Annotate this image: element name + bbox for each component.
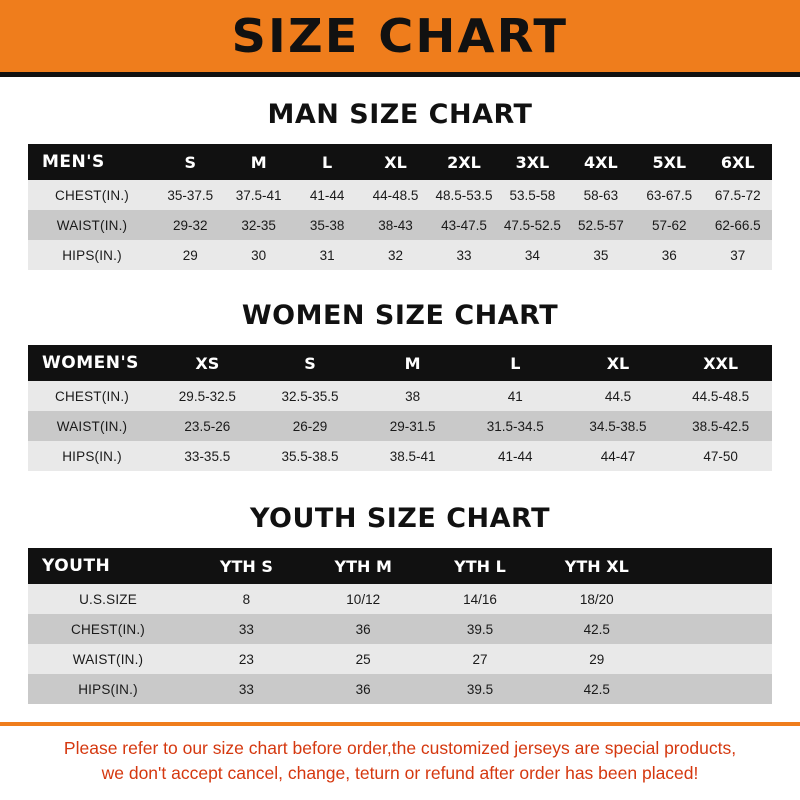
youth-header-row — [28, 548, 772, 584]
women-corner-label: WOMEN'S — [28, 345, 156, 381]
footer-divider — [0, 722, 800, 726]
man-col-header: 5XL — [635, 144, 703, 180]
cell: 62-66.5 — [704, 210, 773, 240]
row-label: CHEST(IN.) — [28, 381, 156, 411]
women-section-title: WOMEN SIZE CHART — [241, 300, 559, 331]
man-table-body — [28, 180, 772, 270]
women-col-header: XS — [156, 345, 259, 381]
cell: 58-63 — [567, 180, 635, 210]
cell: 29 — [156, 240, 224, 270]
footer-note-line-2: we don't accept cancel, change, teturn or refund after order has been placed! — [101, 763, 699, 784]
row-label: CHEST(IN.) — [28, 614, 188, 644]
man-table-wrap — [28, 144, 772, 270]
header-divider — [0, 72, 800, 77]
cell: 36 — [305, 614, 422, 644]
cell: 35.5-38.5 — [259, 441, 362, 471]
cell: 37.5-41 — [224, 180, 292, 210]
cell: 35-38 — [293, 210, 361, 240]
cell: 29-31.5 — [361, 411, 464, 441]
women-table-wrap — [28, 345, 772, 471]
cell: 34.5-38.5 — [567, 411, 670, 441]
cell: 41-44 — [464, 441, 567, 471]
cell: 32-35 — [224, 210, 292, 240]
footer-note — [22, 736, 778, 787]
row-label: HIPS(IN.) — [28, 674, 188, 704]
table-row — [28, 674, 772, 704]
cell: 32.5-35.5 — [259, 381, 362, 411]
man-col-header: 4XL — [567, 144, 635, 180]
cell — [655, 644, 772, 674]
cell: 33 — [188, 674, 305, 704]
cell: 33 — [188, 614, 305, 644]
cell: 23.5-26 — [156, 411, 259, 441]
row-label: WAIST(IN.) — [28, 411, 156, 441]
cell: 8 — [188, 584, 305, 614]
youth-table-body — [28, 584, 772, 704]
youth-corner-label: YOUTH — [28, 548, 188, 584]
cell: 44.5-48.5 — [669, 381, 772, 411]
cell: 26-29 — [259, 411, 362, 441]
man-col-header: 2XL — [430, 144, 498, 180]
cell: 23 — [188, 644, 305, 674]
man-header-row — [28, 144, 772, 180]
cell: 10/12 — [305, 584, 422, 614]
cell: 38.5-42.5 — [669, 411, 772, 441]
cell: 31 — [293, 240, 361, 270]
table-row — [28, 381, 772, 411]
man-col-header: L — [293, 144, 361, 180]
cell: 41 — [464, 381, 567, 411]
youth-size-table — [28, 548, 772, 704]
women-table-body — [28, 381, 772, 471]
youth-section-title: YOUTH SIZE CHART — [249, 503, 551, 534]
cell: 37 — [704, 240, 773, 270]
women-size-table — [28, 345, 772, 471]
cell: 43-47.5 — [430, 210, 498, 240]
table-row — [28, 180, 772, 210]
cell — [655, 674, 772, 704]
man-col-header: 6XL — [704, 144, 773, 180]
youth-table-head — [28, 548, 772, 584]
cell: 44.5 — [567, 381, 670, 411]
women-col-header: S — [259, 345, 362, 381]
cell: 30 — [224, 240, 292, 270]
cell: 42.5 — [538, 674, 655, 704]
cell: 48.5-53.5 — [430, 180, 498, 210]
cell: 47-50 — [669, 441, 772, 471]
man-table-head — [28, 144, 772, 180]
cell: 38.5-41 — [361, 441, 464, 471]
youth-col-header: YTH L — [422, 548, 539, 584]
man-col-header: 3XL — [498, 144, 566, 180]
man-col-header: XL — [361, 144, 429, 180]
youth-col-header: YTH S — [188, 548, 305, 584]
cell: 14/16 — [422, 584, 539, 614]
cell: 44-47 — [567, 441, 670, 471]
cell: 52.5-57 — [567, 210, 635, 240]
row-label: HIPS(IN.) — [28, 441, 156, 471]
man-size-table — [28, 144, 772, 270]
cell: 57-62 — [635, 210, 703, 240]
man-col-header: S — [156, 144, 224, 180]
row-label: WAIST(IN.) — [28, 644, 188, 674]
youth-col-header — [655, 548, 772, 584]
cell: 31.5-34.5 — [464, 411, 567, 441]
table-row — [28, 411, 772, 441]
cell — [655, 584, 772, 614]
footer-note-line-1: Please refer to our size chart before order,the customized jerseys are special products, — [63, 738, 737, 758]
cell: 25 — [305, 644, 422, 674]
women-header-row — [28, 345, 772, 381]
cell: 35 — [567, 240, 635, 270]
cell: 29.5-32.5 — [156, 381, 259, 411]
table-row — [28, 644, 772, 674]
women-col-header: L — [464, 345, 567, 381]
women-table-head — [28, 345, 772, 381]
youth-col-header: YTH M — [305, 548, 422, 584]
women-col-header: XXL — [669, 345, 772, 381]
table-row — [28, 614, 772, 644]
table-row — [28, 240, 772, 270]
row-label: CHEST(IN.) — [28, 180, 156, 210]
table-row — [28, 210, 772, 240]
header-banner — [0, 0, 800, 72]
cell: 53.5-58 — [498, 180, 566, 210]
cell: 36 — [305, 674, 422, 704]
youth-col-header: YTH XL — [538, 548, 655, 584]
women-col-header: M — [361, 345, 464, 381]
cell: 47.5-52.5 — [498, 210, 566, 240]
cell: 38 — [361, 381, 464, 411]
cell: 44-48.5 — [361, 180, 429, 210]
cell: 38-43 — [361, 210, 429, 240]
cell: 29-32 — [156, 210, 224, 240]
women-col-header: XL — [567, 345, 670, 381]
cell: 39.5 — [422, 674, 539, 704]
cell: 36 — [635, 240, 703, 270]
cell: 67.5-72 — [704, 180, 773, 210]
row-label: WAIST(IN.) — [28, 210, 156, 240]
row-label: U.S.SIZE — [28, 584, 188, 614]
cell: 33 — [430, 240, 498, 270]
cell — [655, 614, 772, 644]
row-label: HIPS(IN.) — [28, 240, 156, 270]
cell: 33-35.5 — [156, 441, 259, 471]
cell: 35-37.5 — [156, 180, 224, 210]
youth-table-wrap — [28, 548, 772, 704]
cell: 63-67.5 — [635, 180, 703, 210]
cell: 34 — [498, 240, 566, 270]
cell: 41-44 — [293, 180, 361, 210]
cell: 29 — [538, 644, 655, 674]
cell: 18/20 — [538, 584, 655, 614]
cell: 27 — [422, 644, 539, 674]
cell: 42.5 — [538, 614, 655, 644]
man-section-title: MAN SIZE CHART — [267, 99, 533, 130]
table-row — [28, 441, 772, 471]
man-corner-label: MEN'S — [28, 144, 156, 180]
man-col-header: M — [224, 144, 292, 180]
page-title: SIZE CHART — [231, 9, 569, 63]
table-row — [28, 584, 772, 614]
cell: 32 — [361, 240, 429, 270]
cell: 39.5 — [422, 614, 539, 644]
